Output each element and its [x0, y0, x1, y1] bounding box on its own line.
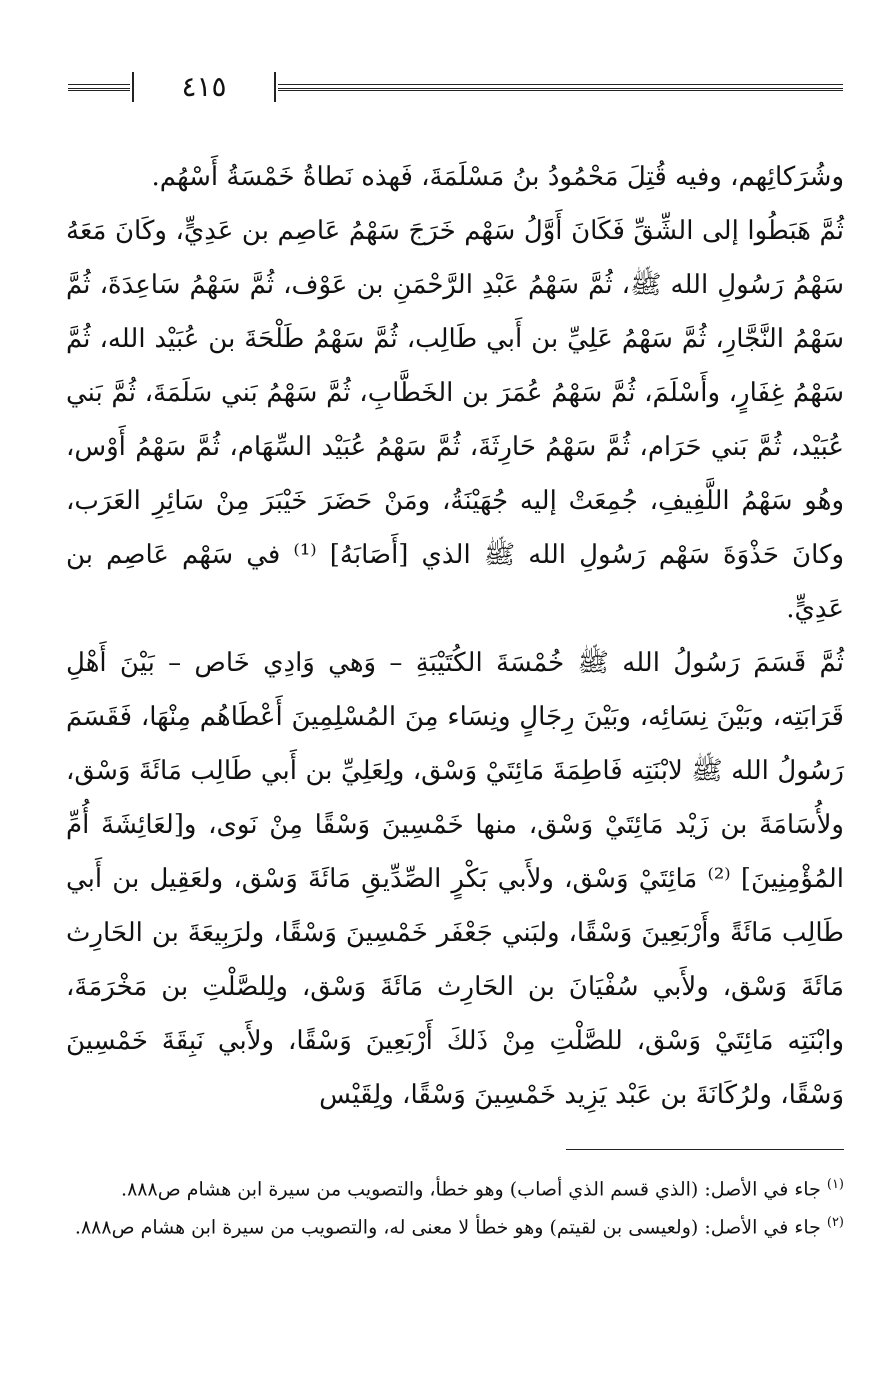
main-text [66, 150, 844, 1122]
header-rule-left [68, 84, 130, 89]
footnote-2-mark: (٢) [826, 1215, 844, 1231]
footnote-1 [66, 1168, 844, 1206]
paragraph-2: ثُمَّ هَبَطُوا إلى الشِّقِّ فَكَانَ أَوَّلُ سَهْم خَرَجَ سَهْمُ عَاصِم بن عَدِيٍّ، وكَانَ مَعَهُ سَهْمُ رَسُولِ الله ﷺ، ثُمَّ سَهْمُ عَبْدِ الرَّحْمَنِ بن عَوْف، ثُمَّ سَهْمُ سَاعِدَةَ، ثُمَّ سَهْمُ النَّجَّارِ، ثُمَّ سَهْمُ عَلِيِّ بن أَبي طَالِب، ثُمَّ سَهْمُ طَلْحَةَ بن عُبَيْد الله، ثُمَّ سَهْمُ غِفَارٍ، وأَسْلَمَ، ثُمَّ سَهْمُ عُمَرَ بن الخَطَّابِ، ثُمَّ سَهْمُ بَني سَلَمَةَ، ثُمَّ بَني عُبَيْد، ثُمَّ بَني حَرَام، ثُمَّ سَهْمُ حَارِثَةَ، ثُمَّ سَهْمُ عُبَيْد السِّهَام، ثُمَّ سَهْمُ أَوْس، وهُو سَهْمُ اللَّفِيفِ، جُمِعَتْ إليه جُهَيْنَةُ، ومَنْ حَضَرَ خَيْبَرَ مِنْ سَائِرِ العَرَب، وكانَ حَذْوَةَ سَهْم رَسُولِ الله ﷺ الذي [أَصَابَهُ] ⁽¹⁾ في سَهْم عَاصِم بن عَدِيٍّ. [66, 216, 844, 624]
page-number: ٤١٥ [181, 70, 227, 103]
footnote-1-text: جاء في الأصل: (الذي قسم الذي أصاب) وهو خطأ، والتصويب من سيرة ابن هشام ص٨٨٨. [121, 1178, 821, 1201]
footnotes [66, 1168, 844, 1245]
footnote-2-text: جاء في الأصل: (ولعيسى بن لقيتم) وهو خطأ لا معنى له، والتصويب من سيرة ابن هشام ص٨٨٨. [74, 1216, 821, 1239]
header-bar-left [132, 72, 134, 102]
footnote-2 [66, 1206, 844, 1244]
paragraph-3: ثُمَّ قَسَمَ رَسُولُ الله ﷺ خُمْسَةَ الكُتَيْبَةِ – وَهي وَادِي خَاص – بَيْنَ أَهْلِ قَرَابَتِه، وبَيْنَ نِسَائِه، وبَيْنَ رِجَالٍ ونِسَاء مِنَ المُسْلِمِينَ أَعْطَاهُم مِنْهَا، فَقَسَمَ رَسُولُ الله ﷺ لابْنَتِه فَاطِمَةَ مَائِتَيْ وَسْق، ولِعَلِيِّ بن أَبي طَالِب مَائَةَ وَسْق، ولأُسَامَةَ بن زَيْد مَائِتَيْ وَسْق، منها خَمْسِينَ وَسْقًا مِنْ نَوى، و[لعَائِشَةَ أُمِّ المُؤْمِنِينَ] ⁽²⁾ مَائِتَيْ وَسْق، ولأَبي بَكْرٍ الصِّدِّيقِ مَائَةَ وَسْق، ولعَقِيل بن أَبي طَالِب مَائَةً وأَرْبَعِينَ وَسْقًا، ولبَني جَعْفَر خَمْسِينَ وَسْقًا، ولرَبِيعَةَ بن الحَارِث مَائَةَ وَسْق، ولأَبي سُفْيَانَ بن الحَارِث مَائَةَ وَسْق، ولِلصَّلْتِ بن مَخْرَمَةَ، وابْنَتِه مَائِتَيْ وَسْق، للصَّلْتِ مِنْ ذَلكَ أَرْبَعِينَ وَسْقًا، ولأَبي نَبِقَةَ خَمْسِينَ وَسْقًا، ولرُكَانَةَ بن عَبْد يَزِيد خَمْسِينَ وَسْقًا، ولِقَيْس [66, 648, 844, 1110]
page-header [68, 70, 843, 110]
footnote-separator [566, 1149, 844, 1150]
header-bar-right [274, 72, 276, 102]
header-rule-right [278, 84, 843, 89]
paragraph-1: وشُرَكائِهم، وفيه قُتِلَ مَحْمُودُ بنُ مَسْلَمَةَ، فَهذه نَطاةُ خَمْسَةُ أَسْهُم. [151, 162, 844, 192]
footnote-1-mark: (١) [826, 1177, 844, 1192]
